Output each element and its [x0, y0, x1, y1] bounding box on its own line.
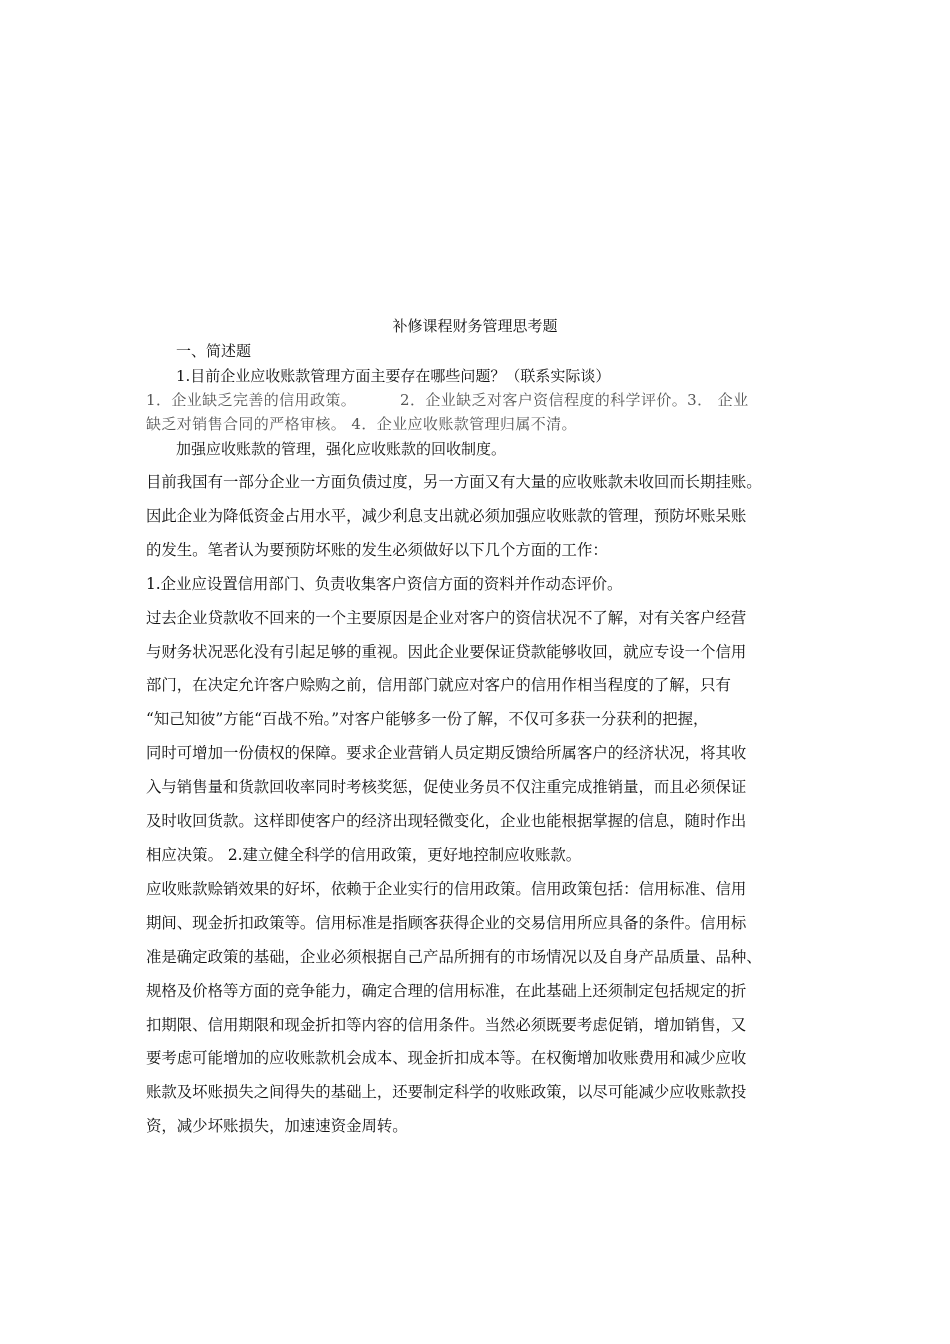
body-line: 目前我国有一部分企业一方面负债过度，另一方面又有大量的应收账款未收回而长期挂账。 — [146, 473, 762, 491]
body-line: 相应决策。 2.建立健全科学的信用政策，更好地控制应收账款。 — [146, 845, 582, 864]
body-line: 应收账款赊销效果的好坏，依赖于企业实行的信用政策。信用政策包括：信用标准、信用 — [146, 879, 747, 898]
body-line: 过去企业贷款收不回来的一个主要原因是企业对客户的资信状况不了解，对有关客户经营 — [146, 608, 747, 627]
body-line: 规格及价格等方面的竞争能力，确定合理的信用标准，在此基础上还须制定包括规定的折 — [146, 981, 747, 1000]
body-line: 因此企业为降低资金占用水平，减少利息支出就必须加强应收账款的管理，预防坏账呆账 — [146, 506, 747, 525]
section-heading: 一、简述题 — [176, 342, 252, 360]
body-line: 要考虑可能增加的应收账款机会成本、现金折扣成本等。在权衡增加收账费用和减少应收 — [146, 1049, 747, 1068]
body-line: “知己知彼”方能“百战不殆。”对客户能够多一份了解，不仅可多获一分获利的把握， — [146, 710, 709, 729]
question-1: 1.目前企业应收账款管理方面主要存在哪些问题？（联系实际谈） — [176, 367, 611, 385]
body-line: 入与销售量和货款回收率同时考核奖惩，促使业务员不仅注重完成推销量，而且必须保证 — [146, 778, 747, 797]
body-line: 1.企业应设置信用部门、负责收集客户资信方面的资料并作动态评价。 — [146, 574, 623, 593]
body-line: 账款及坏账损失之间得失的基础上，还要制定科学的收账政策，以尽可能减少应收账款投 — [146, 1083, 747, 1102]
body-line: 资，减少坏账损失，加速速资金周转。 — [146, 1117, 408, 1136]
body-line: 与财务状况恶化没有引起足够的重视。因此企业要保证贷款能够收回，就应专设一个信用 — [146, 642, 747, 661]
answer-line-2: 缺乏对销售合同的严格审核。 4．企业应收账款管理归属不清。 — [146, 415, 577, 433]
document-title: 补修课程财务管理思考题 — [392, 317, 558, 335]
body-line: 部门，在决定允许客户赊购之前，信用部门就应对客户的信用作相当程度的了解，只有 — [146, 676, 731, 695]
body-paragraphs — [146, 466, 826, 1144]
body-line: 及时收回货款。这样即使客户的经济出现轻微变化，企业也能根据掌握的信息，随时作出 — [146, 812, 747, 831]
answer-line-1: 1．企业缺乏完善的信用政策。 2．企业缺乏对客户资信程度的科学评价。3． 企业 — [146, 391, 749, 409]
body-line: 扣期限、信用期限和现金折扣等内容的信用条件。当然必须既要考虑促销，增加销售，又 — [146, 1015, 747, 1034]
subheading: 加强应收账款的管理，强化应收账款的回收制度。 — [176, 440, 507, 458]
body-line: 期间、现金折扣政策等。信用标准是指顾客获得企业的交易信用所应具备的条件。信用标 — [146, 913, 747, 932]
body-line: 的发生。笔者认为要预防坏账的发生必须做好以下几个方面的工作： — [146, 540, 608, 559]
body-line: 同时可增加一份债权的保障。要求企业营销人员定期反馈给所属客户的经济状况，将其收 — [146, 744, 747, 763]
body-line: 准是确定政策的基础，企业必须根据自己产品所拥有的市场情况以及自身产品质量、品种、 — [146, 947, 762, 966]
